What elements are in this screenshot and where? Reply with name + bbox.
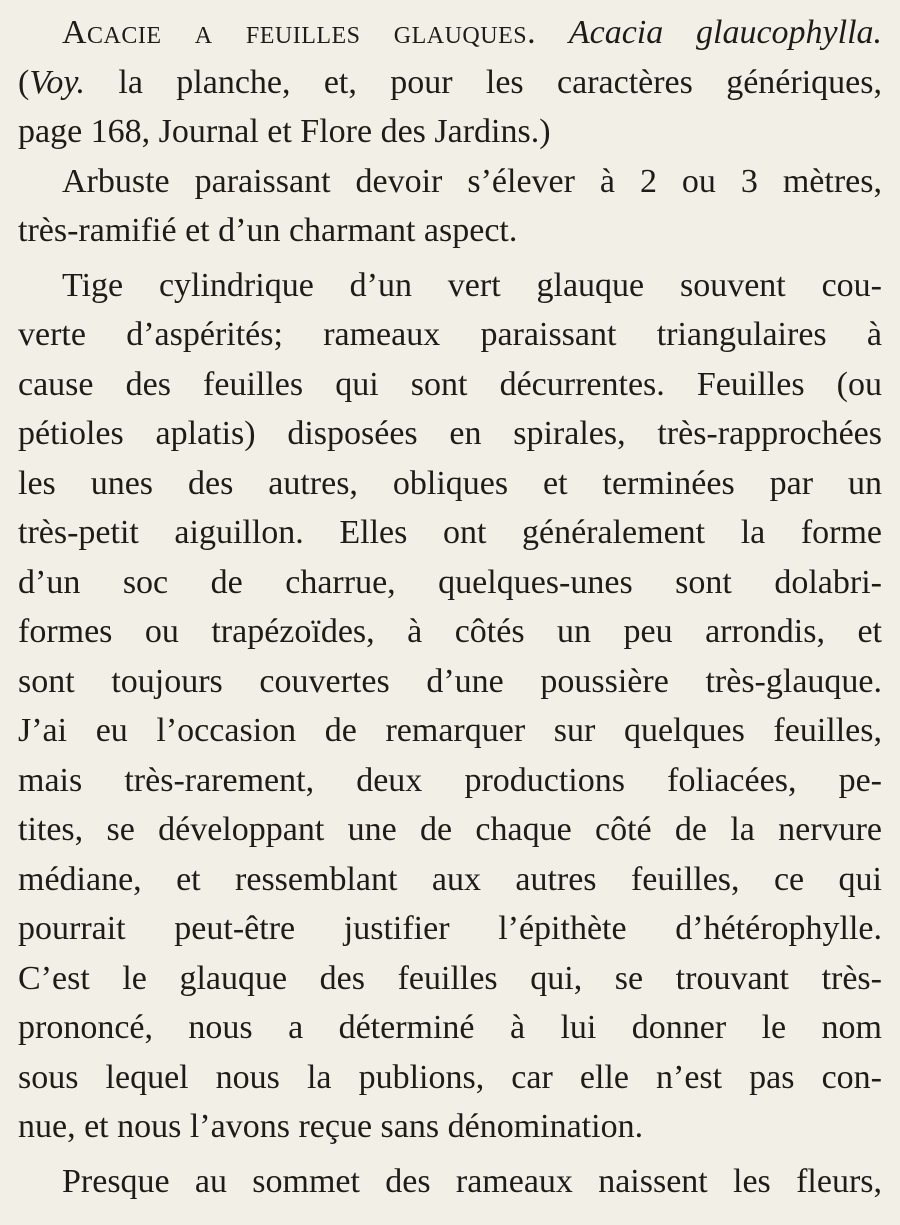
line-18-text: médiane, et ressemblant aux autres feuilles, ce qui xyxy=(18,860,882,898)
line-7 xyxy=(18,310,882,360)
line-15-text: J’ai eu l’occasion de remarquer sur quelques feuilles, xyxy=(18,712,882,749)
paren-open: ( xyxy=(18,63,30,101)
line-1 xyxy=(18,8,882,58)
heading-latin-name: Acacia glaucophylla. xyxy=(568,14,882,51)
line-21-text: prononcé, nous a déterminé à lui donner le nom xyxy=(18,1009,882,1046)
line-2-text: la planche, et, pour les caractères génériques, xyxy=(85,63,882,101)
line-15 xyxy=(18,706,882,756)
line-9-text: pétioles aplatis) disposées en spirales, très-rapprochées xyxy=(18,415,882,452)
line-11-text: très-petit aiguillon. Elles ont généralement la forme xyxy=(18,514,882,551)
line-22-text: sous lequel nous la publions, car elle n’est pas con- xyxy=(18,1058,882,1096)
line-4-text: Arbuste paraissant devoir s’élever à 2 ou 3 mètres, xyxy=(62,162,882,200)
line-7-text: verte d’aspérités; rameaux paraissant triangulaires à xyxy=(18,316,882,353)
line-20-text: C’est le glauque des feuilles qui, se trouvant très- xyxy=(18,959,882,997)
heading-common-name: Acacie a feuilles glauques. xyxy=(62,14,537,51)
line-12 xyxy=(18,558,882,608)
line-10 xyxy=(18,459,882,509)
line-21 xyxy=(18,1003,882,1053)
line-10-text: les unes des autres, obliques et terminées par un xyxy=(18,464,882,502)
line-22 xyxy=(18,1053,882,1103)
line-14-text: sont toujours couvertes d’une poussière très-glauque. xyxy=(18,662,882,700)
line-19-text: pourrait peut-être justifier l’épithète d’hétérophylle. xyxy=(18,910,882,947)
line-9 xyxy=(18,409,882,459)
line-3-text: page 168, Journal et Flore des Jardins.) xyxy=(18,113,551,150)
line-13 xyxy=(18,607,882,657)
line-24 xyxy=(18,1157,882,1207)
line-23 xyxy=(18,1102,882,1152)
line-13-text: formes ou trapézoïdes, à côtés un peu arrondis, et xyxy=(18,613,882,650)
line-5 xyxy=(18,206,882,256)
line-24-text: Presque au sommet des rameaux naissent les fleurs, xyxy=(62,1162,882,1200)
line-14 xyxy=(18,657,882,707)
line-16 xyxy=(18,756,882,806)
line-5-text: très-ramifié et d’un charmant aspect. xyxy=(18,212,518,249)
line-8-text: cause des feuilles qui sont décurrentes. Feuilles (ou xyxy=(18,365,882,403)
line-17-text: tites, se développant une de chaque côté de la nervure xyxy=(18,811,882,848)
line-12-text: d’un soc de charrue, quelques-unes sont dolabri- xyxy=(18,563,882,601)
line-6 xyxy=(18,261,882,311)
line-6-text: Tige cylindrique d’un vert glauque souvent cou- xyxy=(62,266,882,304)
line-4 xyxy=(18,157,882,207)
line-8 xyxy=(18,360,882,410)
line-18 xyxy=(18,855,882,905)
line-20 xyxy=(18,954,882,1004)
line-19 xyxy=(18,904,882,954)
line-17 xyxy=(18,805,882,855)
line-2 xyxy=(18,58,882,108)
line-16-text: mais très-rarement, deux productions foliacées, pe- xyxy=(18,761,882,799)
line-23-text: nue, et nous l’avons reçue sans dénomination. xyxy=(18,1108,644,1145)
line-11 xyxy=(18,508,882,558)
line-3 xyxy=(18,107,882,157)
voy-italic: Voy. xyxy=(29,63,86,101)
space xyxy=(536,14,569,51)
